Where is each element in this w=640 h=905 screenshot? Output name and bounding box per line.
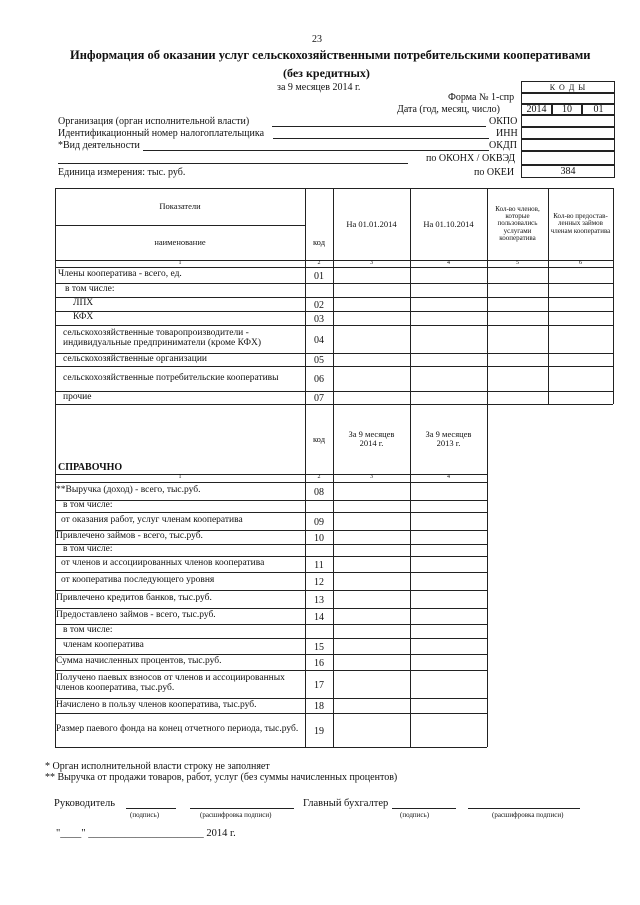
table1-row-code: 04 xyxy=(314,334,324,346)
table2-row-code: 13 xyxy=(314,594,324,606)
table2-row-code: 14 xyxy=(314,611,324,623)
page-number: 23 xyxy=(312,34,322,45)
table1-header-date1: На 01.01.2014 xyxy=(346,218,397,229)
table2-row-name: от кооператива последующего уровня xyxy=(61,575,215,586)
date-signature-line: "____" ______________________ 2014 г. xyxy=(56,828,236,839)
table1-header-indicators: Показатели xyxy=(159,201,201,212)
date-label: Дата (год, месяц, число) xyxy=(397,104,500,115)
table2-row-name: Сумма начисленных процентов, тыс.руб. xyxy=(56,656,222,667)
table2-section-title: СПРАВОЧНО xyxy=(58,462,123,473)
activity-underline xyxy=(143,150,489,151)
table2-row-code: 15 xyxy=(314,641,324,653)
table2-row-name: Привлечено кредитов банков, тыс.руб. xyxy=(56,593,212,604)
form-label: Форма № 1-спр xyxy=(448,92,515,103)
okonh-label: по ОКОНХ / ОКВЭД xyxy=(426,153,516,164)
table1-row-name: сельскохозяйственные потребительские кооперативы xyxy=(63,372,279,383)
table2-column-rule xyxy=(333,404,334,747)
table2-row-name: в том числе: xyxy=(63,500,113,511)
table1-column-number: 2 xyxy=(317,259,321,266)
table1-header-code: код xyxy=(312,237,326,248)
footnote-2: ** Выручка от продажи товаров, работ, услуг (без суммы начисленных процентов) xyxy=(45,772,398,783)
table1-row-name: прочие xyxy=(63,391,92,402)
table2-row-name: от оказания работ, услуг членам кооператива xyxy=(61,515,243,526)
date-year-cell: 2014 xyxy=(521,103,552,116)
date-month-cell: 10 xyxy=(552,103,582,116)
head-signature-line xyxy=(126,808,176,809)
table1-row-code: 03 xyxy=(314,313,324,325)
table2-row-name: Получено паевых взносов от членов и ассоциированных членов кооператива, тыс.руб. xyxy=(56,673,285,693)
footnote-1: * Орган исполнительной власти строку не заполняет xyxy=(45,761,270,772)
page-title: Информация об оказании услуг сельскохозяйственными потребительскими кооперативами xyxy=(70,48,591,62)
table2-column-rule xyxy=(410,404,411,747)
table1-row-name: Члены кооператива - всего, ед. xyxy=(58,269,182,280)
accountant-label: Главный бухгалтер xyxy=(303,798,389,809)
table1-column-rule xyxy=(548,188,549,404)
okei-cell: 384 xyxy=(521,164,615,178)
table2-row-code: 16 xyxy=(314,657,324,669)
table1-row-name: КФХ xyxy=(73,312,94,323)
table1-column-number: 1 xyxy=(178,259,182,266)
table1-column-number: 6 xyxy=(579,259,582,266)
table2-column-number: 1 xyxy=(178,474,182,481)
accountant-decode-caption: (расшифровка подписи) xyxy=(492,811,564,819)
accountant-signature-line xyxy=(392,808,456,809)
inn-underline xyxy=(273,138,489,139)
table1-header-date2: На 01.10.2014 xyxy=(423,218,474,229)
activity-underline-2 xyxy=(58,163,408,164)
table1-row-rule xyxy=(55,404,613,405)
table1-row-code: 07 xyxy=(314,393,324,405)
table2-row-code: 19 xyxy=(314,725,324,737)
table2-row-code: 18 xyxy=(314,701,324,713)
table2-row-name: Привлечено займов - всего, тыс.руб. xyxy=(56,531,203,542)
table2-header-2013: За 9 месяцев 2013 г. xyxy=(425,429,472,448)
table2-row-name: в том числе: xyxy=(63,625,113,636)
table2-row-name: членам кооператива xyxy=(63,640,144,651)
okei-label: по ОКЕИ xyxy=(474,167,515,178)
table1-row-code: 05 xyxy=(314,355,324,367)
table2-row-name: Предоставлено займов - всего, тыс.руб. xyxy=(56,610,216,621)
head-signature-caption: (подпись) xyxy=(130,811,160,819)
table2-row-name: Размер паевого фонда на конец отчетного периода, тыс.руб. xyxy=(56,724,299,735)
table1-row-name: сельскохозяйственные организации xyxy=(63,353,207,364)
table1-header-members: Кол-во членов, которые пользовались услугами кооператива xyxy=(495,204,540,243)
accountant-signature-caption: (подпись) xyxy=(400,811,430,819)
report-period: за 9 месяцев 2014 г. xyxy=(277,82,361,93)
table2-row-code: 17 xyxy=(314,679,324,691)
head-decode-line xyxy=(190,808,294,809)
page-subtitle: (без кредитных) xyxy=(283,66,370,80)
table2-row-code: 10 xyxy=(314,532,324,544)
table1-row-code: 06 xyxy=(314,374,324,386)
table2-header-code: код xyxy=(312,433,326,444)
table1-column-number: 5 xyxy=(516,259,519,266)
table2-row-name: **Выручка (доход) - всего, тыс.руб. xyxy=(56,485,201,496)
table1-header-name: наименование xyxy=(154,237,206,248)
head-label: Руководитель xyxy=(54,798,115,809)
unit-label: Единица измерения: тыс. руб. xyxy=(58,167,186,178)
table2-column-rule xyxy=(487,404,488,747)
table1-column-rule xyxy=(613,188,614,404)
inn-label: Идентификационный номер налогоплательщика xyxy=(58,128,265,139)
table2-row-name: в том числе: xyxy=(63,544,113,555)
table1-row-code: 01 xyxy=(314,270,324,282)
okdp-label: ОКДП xyxy=(489,140,517,151)
head-decode-caption: (расшифровка подписи) xyxy=(200,811,272,819)
table2-row-code: 12 xyxy=(314,576,324,588)
table1-column-number: 3 xyxy=(370,259,373,266)
accountant-decode-line xyxy=(468,808,580,809)
activity-label: *Вид деятельности xyxy=(58,140,140,151)
table2-row-name: от членов и ассоциированных членов кооператива xyxy=(61,558,265,569)
table2-row-code: 11 xyxy=(314,559,324,571)
org-underline xyxy=(272,126,486,127)
table1-row-name: в том числе: xyxy=(65,284,115,295)
table1-row-name: сельскохозяйственные товаропроизводители - индивидуальные предприниматели (кроме КФХ) xyxy=(63,328,262,348)
codes-header: К О Д Ы xyxy=(521,81,615,94)
table2-row-rule xyxy=(55,747,487,748)
table2-column-number: 3 xyxy=(370,474,373,481)
table1-column-rule xyxy=(487,188,488,404)
table2-column-number: 4 xyxy=(447,474,450,481)
table2-header-2014: За 9 месяцев 2014 г. xyxy=(348,429,395,448)
table1-row-name: ЛПХ xyxy=(73,298,94,309)
date-day-cell: 01 xyxy=(582,103,615,116)
table1-header-loans: Кол-во предостав-ленных займов членам кооператива xyxy=(550,211,611,235)
table2-column-number: 2 xyxy=(317,474,321,481)
org-label: Организация (орган исполнительной власти) xyxy=(58,116,250,127)
table1-column-number: 4 xyxy=(447,259,450,266)
okpo-label: ОКПО xyxy=(489,116,518,127)
table2-row-code: 08 xyxy=(314,486,324,498)
table2-row-name: Начислено в пользу членов кооператива, тыс.руб. xyxy=(56,699,257,710)
table1-row-code: 02 xyxy=(314,299,324,311)
inn-code-label: ИНН xyxy=(496,128,518,139)
table2-row-code: 09 xyxy=(314,516,324,528)
